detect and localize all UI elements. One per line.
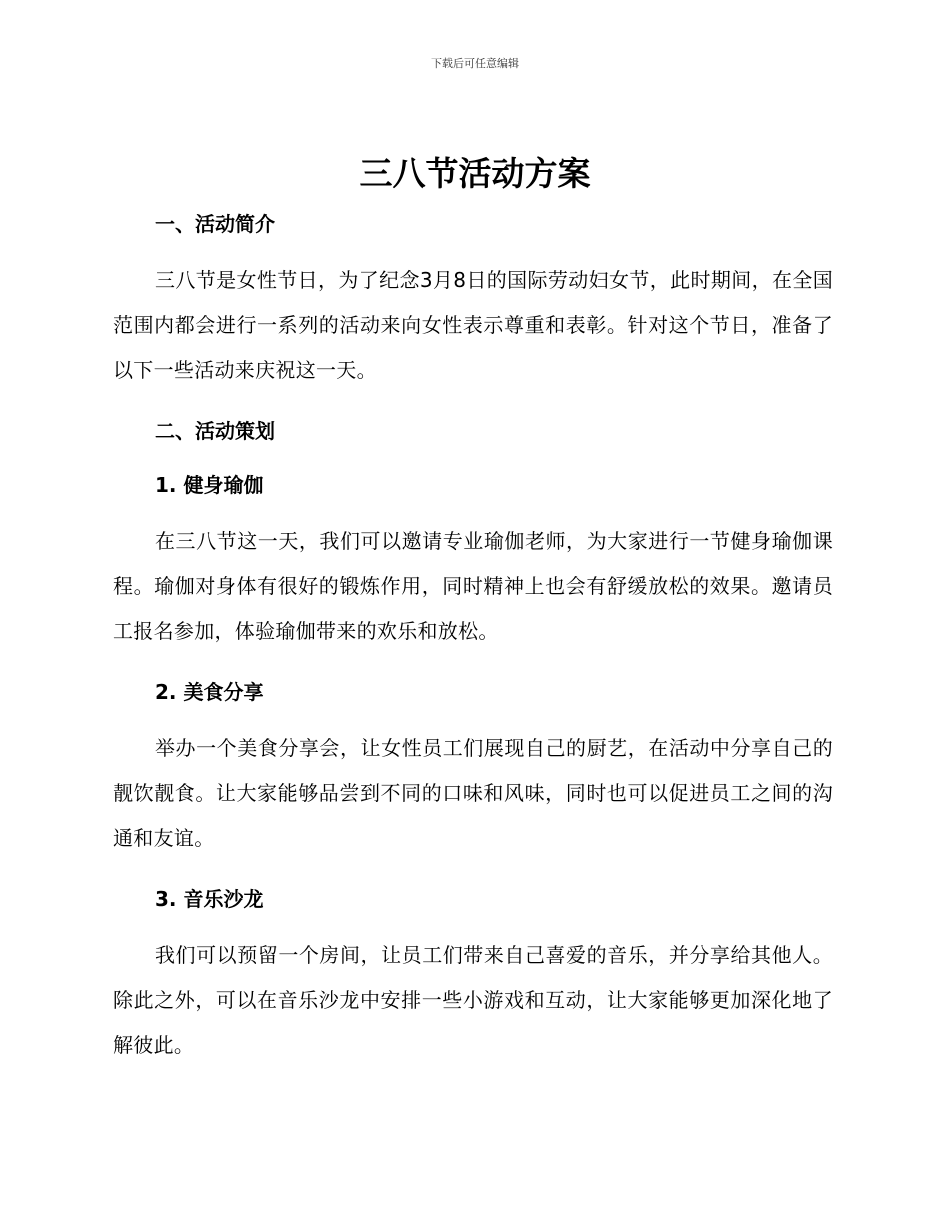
paragraph-intro: 三八节是女性节日，为了纪念3月8日的国际劳动妇女节，此时期间，在全国范围内都会进行一系列的活动来向女性表示尊重和表彰。针对这个节日，准备了以下一些活动来庆祝这一天。 <box>113 268 833 382</box>
section-heading-plan: 二、活动策划 <box>155 419 275 443</box>
paragraph-food: 举办一个美食分享会，让女性员工们展现自己的厨艺，在活动中分享自己的靓饮靓食。让大家能够品尝到不同的口味和风味，同时也可以促进员工之间的沟通和友谊。 <box>113 736 833 850</box>
item-heading-yoga: 1. 健身瑜伽 <box>155 473 264 497</box>
header-note: 下载后可任意编辑 <box>431 57 519 70</box>
section-heading-intro: 一、活动简介 <box>155 212 275 236</box>
paragraph-music: 我们可以预留一个房间，让员工们带来自己喜爱的音乐，并分享给其他人。除此之外，可以在音乐沙龙中安排一些小游戏和互动，让大家能够更加深化地了解彼此。 <box>113 943 833 1057</box>
item-heading-music: 3. 音乐沙龙 <box>155 887 264 911</box>
document-title: 三八节活动方案 <box>359 154 591 193</box>
paragraph-yoga: 在三八节这一天，我们可以邀请专业瑜伽老师，为大家进行一节健身瑜伽课程。瑜伽对身体有很好的锻炼作用，同时精神上也会有舒缓放松的效果。邀请员工报名参加，体验瑜伽带来的欢乐和放松。 <box>113 529 833 643</box>
document-body <box>113 204 833 1068</box>
item-heading-food: 2. 美食分享 <box>155 680 264 704</box>
